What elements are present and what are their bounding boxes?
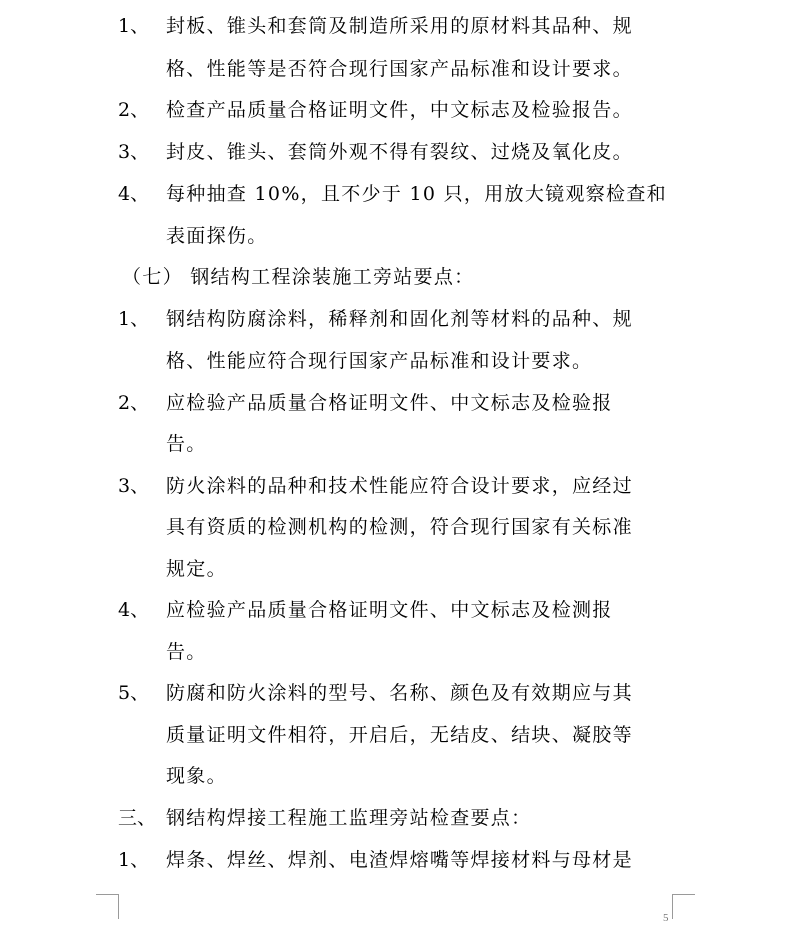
item-number: 3、 [118, 475, 150, 497]
crop-mark-right [672, 894, 695, 919]
item-number: 2、 [118, 392, 150, 414]
item-text-line: 质量证明文件相符，开启后，无结皮、结块、凝胶等 [166, 724, 633, 746]
item-text-line: 每种抽查 10%，且不少于 10 只，用放大镜观察检查和 [166, 183, 667, 205]
item-text-line: 应检验产品质量合格证明文件、中文标志及检验报 [166, 392, 613, 414]
item-number: 5、 [118, 682, 150, 704]
item-text-line: 规定。 [166, 558, 227, 580]
item-text-line: 格、性能应符合现行国家产品标准和设计要求。 [166, 350, 593, 372]
item-text-line: 具有资质的检测机构的检测，符合现行国家有关标准 [166, 516, 633, 538]
page-number: 5 [663, 912, 669, 924]
item-text-line: 格、性能等是否符合现行国家产品标准和设计要求。 [166, 58, 633, 80]
item-text-line: 封板、锥头和套筒及制造所采用的原材料其品种、规 [166, 15, 633, 37]
item-text-line: 表面探伤。 [166, 225, 268, 247]
item-text-line: 告。 [166, 641, 207, 663]
item-text-line: 钢结构防腐涂料，稀释剂和固化剂等材料的品种、规 [166, 308, 633, 330]
section-number: 三、 [118, 807, 157, 829]
item-number: 1、 [118, 308, 150, 330]
item-text-line: 防腐和防火涂料的型号、名称、颜色及有效期应与其 [166, 682, 633, 704]
item-text-line: 封皮、锥头、套筒外观不得有裂纹、过烧及氧化皮。 [166, 141, 633, 163]
item-text-line: 焊条、焊丝、焊剂、电渣焊熔嘴等焊接材料与母材是 [166, 849, 633, 871]
item-text-line: 应检验产品质量合格证明文件、中文标志及检测报 [166, 599, 613, 621]
section-title: （七） 钢结构工程涂装施工旁站要点： [122, 266, 475, 288]
item-number: 4、 [118, 183, 150, 205]
item-number: 1、 [118, 849, 150, 871]
section-title: 钢结构焊接工程施工监理旁站检查要点： [166, 807, 532, 829]
item-number: 1、 [118, 15, 150, 37]
item-text-line: 防火涂料的品种和技术性能应符合设计要求，应经过 [166, 475, 633, 497]
item-number: 2、 [118, 99, 150, 121]
item-number: 4、 [118, 599, 150, 621]
item-number: 3、 [118, 141, 150, 163]
crop-mark-left [96, 894, 119, 919]
item-text-line: 检查产品质量合格证明文件，中文标志及检验报告。 [166, 99, 633, 121]
item-text-line: 现象。 [166, 765, 227, 787]
item-text-line: 告。 [166, 433, 207, 455]
